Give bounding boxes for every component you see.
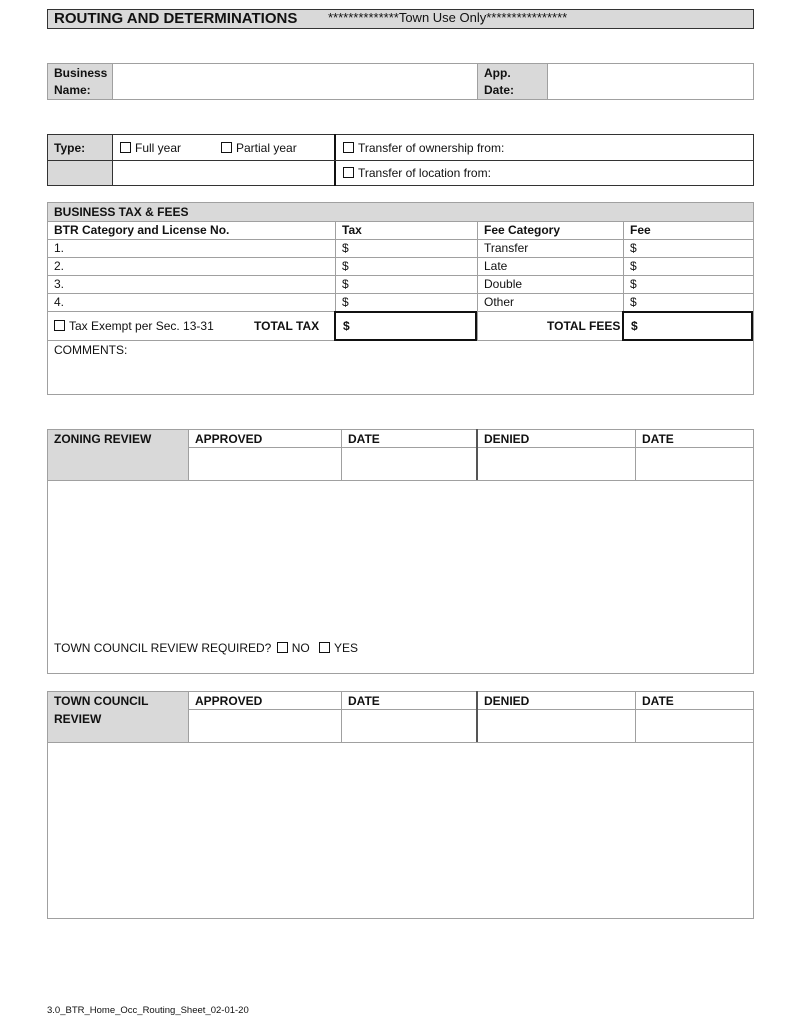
- row-fee[interactable]: $: [630, 241, 637, 255]
- row-fee-category: Transfer: [484, 241, 529, 255]
- checkbox-icon: [343, 142, 354, 153]
- council-date-label: DATE: [348, 694, 380, 708]
- council-review-question-label: TOWN COUNCIL REVIEW REQUIRED?: [54, 641, 272, 655]
- checkbox-icon: [120, 142, 131, 153]
- checkbox-icon: [343, 167, 354, 178]
- tax-exempt-checkbox[interactable]: [54, 319, 214, 333]
- zoning-approved-field[interactable]: [189, 448, 341, 480]
- col-tax: Tax: [342, 223, 362, 237]
- council-title-1: TOWN COUNCIL: [54, 694, 149, 708]
- council-denied-field[interactable]: [478, 710, 635, 742]
- council-date-label: DATE: [642, 694, 674, 708]
- form-title: ROUTING AND DETERMINATIONS: [54, 10, 298, 27]
- zoning-date-label: DATE: [642, 432, 674, 446]
- row-num: 1.: [54, 241, 65, 255]
- transfer-location-label: Transfer of location from:: [358, 166, 491, 180]
- transfer-ownership-label: Transfer of ownership from:: [358, 141, 505, 155]
- checkbox-icon: [277, 642, 288, 653]
- type-label: Type:: [54, 141, 86, 155]
- row-fee[interactable]: $: [630, 277, 637, 291]
- footer-filename: 3.0_BTR_Home_Occ_Routing_Sheet_02-01-20: [47, 1005, 249, 1016]
- zoning-approved-label: APPROVED: [195, 432, 263, 446]
- yes-checkbox[interactable]: [319, 641, 358, 655]
- row-fee[interactable]: $: [630, 259, 637, 273]
- row-fee-category: Other: [484, 295, 515, 309]
- council-date-field[interactable]: [636, 710, 753, 742]
- row-tax[interactable]: $: [342, 295, 349, 309]
- transfer-ownership-checkbox[interactable]: [343, 141, 504, 155]
- tax-section-title: BUSINESS TAX & FEES: [54, 205, 189, 219]
- row-fee[interactable]: $: [630, 295, 637, 309]
- total-tax-label: TOTAL TAX: [254, 319, 320, 333]
- council-approved-label: APPROVED: [195, 694, 263, 708]
- zoning-date-label: DATE: [348, 432, 380, 446]
- business-name-label-2: Name:: [54, 83, 91, 97]
- app-date-label-2: Date:: [484, 83, 515, 97]
- col-fee: Fee: [630, 223, 651, 237]
- total-tax-field[interactable]: [334, 311, 477, 341]
- row-fee-category: Late: [484, 259, 508, 273]
- partial-year-label: Partial year: [236, 141, 297, 155]
- partial-year-checkbox[interactable]: [221, 141, 297, 155]
- zoning-title: ZONING REVIEW: [54, 432, 152, 446]
- zoning-notes-area[interactable]: [48, 481, 753, 631]
- town-use-only: **************Town Use Only****************: [328, 10, 568, 25]
- full-year-checkbox[interactable]: [120, 141, 181, 155]
- council-review-question: [54, 641, 358, 655]
- total-fees-label: TOTAL FEES: [547, 319, 621, 333]
- app-date-label-1: App.: [484, 66, 511, 80]
- comments-field[interactable]: [48, 358, 753, 393]
- zoning-date-field[interactable]: [636, 448, 753, 480]
- council-notes-area[interactable]: [48, 743, 753, 918]
- council-date-field[interactable]: [342, 710, 476, 742]
- comments-label: COMMENTS:: [54, 343, 128, 357]
- checkbox-icon: [221, 142, 232, 153]
- no-checkbox[interactable]: [277, 641, 310, 655]
- total-fees-value: $: [631, 319, 638, 333]
- row-num: 4.: [54, 295, 65, 309]
- col-btr-category: BTR Category and License No.: [54, 223, 230, 237]
- col-fee-category: Fee Category: [484, 223, 561, 237]
- app-date-field[interactable]: [548, 64, 753, 99]
- council-title-2: REVIEW: [54, 712, 102, 726]
- tax-exempt-label: Tax Exempt per Sec. 13-31: [69, 319, 214, 333]
- row-num: 2.: [54, 259, 65, 273]
- row-num: 3.: [54, 277, 65, 291]
- checkbox-icon: [319, 642, 330, 653]
- total-tax-value: $: [343, 319, 350, 333]
- zoning-date-field[interactable]: [342, 448, 476, 480]
- business-name-label-1: Business: [54, 66, 108, 80]
- yes-label: YES: [334, 641, 359, 655]
- row-tax[interactable]: $: [342, 241, 349, 255]
- full-year-label: Full year: [135, 141, 182, 155]
- zoning-denied-field[interactable]: [478, 448, 635, 480]
- transfer-location-checkbox[interactable]: [343, 166, 491, 180]
- council-approved-field[interactable]: [189, 710, 341, 742]
- row-fee-category: Double: [484, 277, 523, 291]
- business-name-field[interactable]: [113, 64, 477, 99]
- no-label: NO: [291, 641, 310, 655]
- zoning-denied-label: DENIED: [484, 432, 530, 446]
- row-tax[interactable]: $: [342, 277, 349, 291]
- council-denied-label: DENIED: [484, 694, 530, 708]
- row-tax[interactable]: $: [342, 259, 349, 273]
- checkbox-icon: [54, 320, 65, 331]
- total-fees-field[interactable]: [622, 311, 753, 341]
